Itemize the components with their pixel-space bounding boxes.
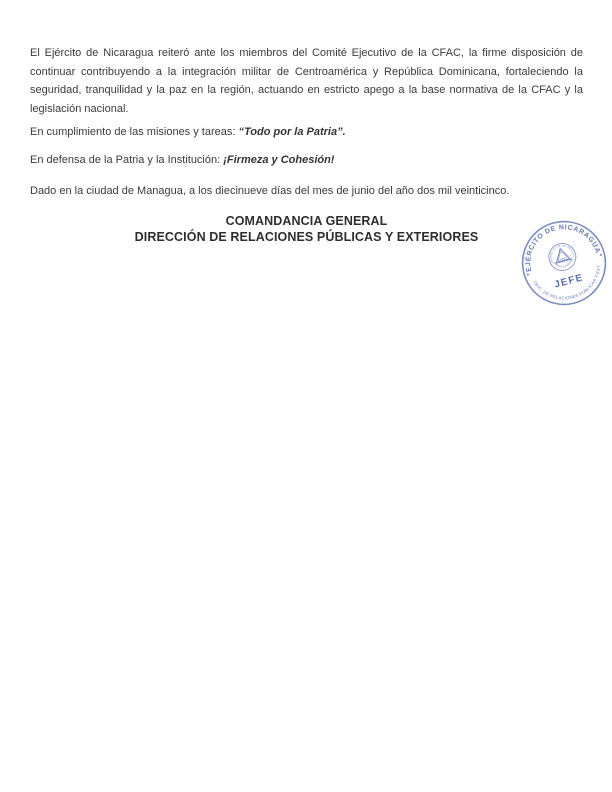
missions-prefix: En cumplimiento de las misiones y tareas: bbox=[30, 126, 239, 138]
seal-inner-bottom-text: AMERICA CENTRAL bbox=[552, 256, 574, 269]
defense-prefix: En defensa de la Patria y la Institución: bbox=[30, 154, 224, 166]
seal-outer-ring bbox=[519, 218, 609, 308]
missions-motto: “Todo por la Patria”. bbox=[238, 126, 346, 138]
seal-star-left-icon: ✦ bbox=[525, 272, 531, 279]
paragraph-cfac-commitment: El Ejército de Nicaragua reiteró ante los miembros del Comité Ejecutivo de la CFAC, la firme disposición de continuar contribuyendo a la integración militar de Centroamérica y República Dominicana, fortaleciendo la seguridad, tranquilidad y la paz en la región, actuando en estricto apego a la base normativa de la CFAC y la legislación nacional. bbox=[30, 47, 583, 115]
dateline: Dado en la ciudad de Managua, a los diecinueve días del mes de junio del año dos mil veinticinco. bbox=[30, 185, 510, 197]
letterhead-heading bbox=[30, 214, 583, 245]
seal-inner-top-text: REPUBLICA DE NICARAGUA bbox=[549, 244, 575, 264]
defense-motto: ¡Firmeza y Cohesión! bbox=[223, 154, 335, 166]
heading-direccion-relaciones: DIRECCIÓN DE RELACIONES PÚBLICAS Y EXTERIORES bbox=[134, 229, 479, 244]
seal-graphic bbox=[519, 218, 609, 308]
seal-jefe-label: JEFE bbox=[553, 272, 585, 291]
defense-line bbox=[30, 151, 583, 170]
seal-inner-emblem bbox=[546, 240, 579, 273]
missions-line bbox=[30, 123, 583, 142]
official-seal-stamp bbox=[519, 218, 609, 308]
seal-outer-bottom-text: OFIC. DE RELACIONES PUBLICAS Y EXT. bbox=[532, 264, 602, 301]
seal-outer-top-text: EJÉRCITO DE NICARAGUA bbox=[525, 224, 602, 273]
seal-star-right-icon: ✦ bbox=[598, 253, 604, 260]
heading-comandancia-general: COMANDANCIA GENERAL bbox=[225, 214, 388, 228]
